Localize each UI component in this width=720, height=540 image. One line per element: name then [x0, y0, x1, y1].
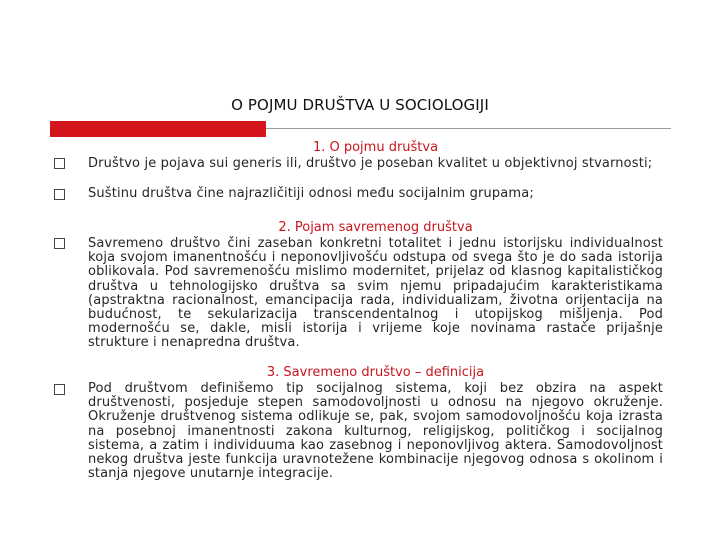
hollow-square-bullet-icon — [54, 158, 65, 169]
section-heading-1: 1. O pojmu društva — [312, 140, 439, 155]
hollow-square-bullet-icon — [54, 189, 65, 200]
hollow-square-bullet-icon — [54, 238, 65, 249]
page-title: O POJMU DRUŠTVA U SOCIOLOGIJI — [231, 96, 489, 114]
paragraph-1-2: Suštinu društva čine najrazličitiji odnosi među socijalnim grupama; — [88, 186, 534, 201]
title-divider — [50, 121, 671, 137]
paragraph-1-1: Društvo je pojava sui generis ili, društvo je poseban kvalitet u objektivnoj stvarnosti; — [88, 156, 653, 171]
paragraph-3-1: Pod društvom definišemo tip socijalnog sistema, koji bez obzira na aspekt društvenosti, posjeduje stepen samodovoljnosti u odnosu na njegovo okruženje. Okruženje društvenog sistema odlikuje se, pak, svojom samodovoljnošću koja izrasta na posebnoj imanentnosti zakona kulturnog, religijskog, političkog i socijalnog sistema, a zatim i individuuma kao zasebnog i neponovljivog aktera. Samodovoljnost nekog društva jeste funkcija uravnotežene kombinacije njegovog odnosa s okolinom i stanja njegove unutarnje integracije. — [88, 381, 663, 482]
section-heading-2: 2. Pojam savremenog društva — [278, 220, 473, 235]
divider-line — [266, 128, 671, 129]
accent-bar — [50, 121, 266, 137]
hollow-square-bullet-icon — [54, 384, 65, 395]
paragraph-2-1: Savremeno društvo čini zaseban konkretni totalitet i jednu istorijsku individualnost koja svojom imanentnošću i neponovljivošću odstupa od svega što je do sada istorija oblikovala. Pod savremenošću mislimo modernitet, prijelaz od klasnog kapitalističkog društva u tehnologijsko društva sa svim njemu pripadajućim karakteristikama (apstraktna racionalnost, emancipacija rada, individualizam, životna orijentacija na budućnost, te sekularizacija transcendentalnog i utopijskog mišljenja. Pod modernošću se, dakle, misli istorija i vrijeme koje novinama rastače prijašnje strukture i nenapredna društva. — [88, 236, 663, 351]
section-heading-3: 3. Savremeno društvo – definicija — [266, 365, 485, 380]
